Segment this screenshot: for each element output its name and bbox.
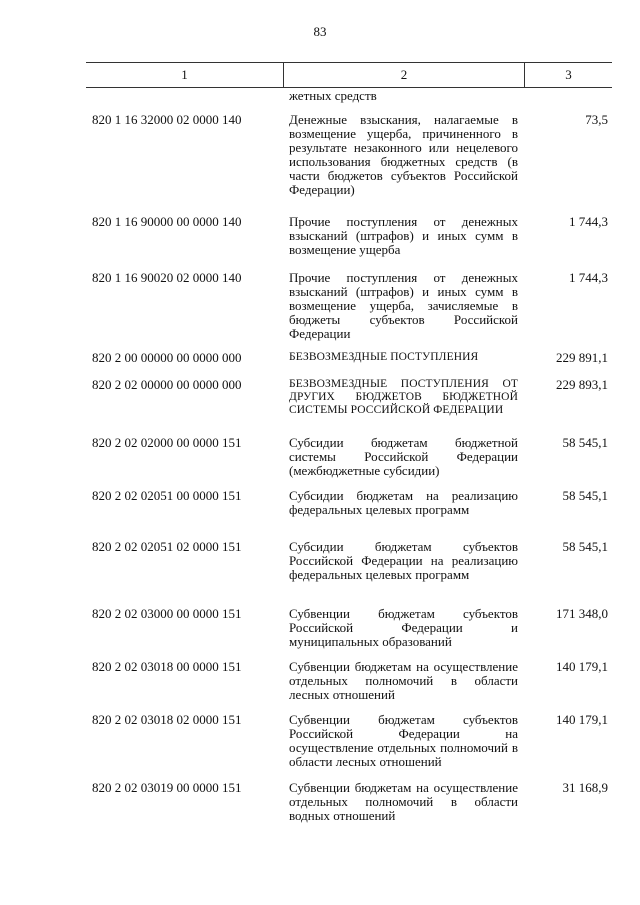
row-code: 820 1 16 32000 02 0000 140 (92, 112, 242, 127)
row-description: Прочие поступления от денежных взысканий (штрафов) и иных сумм в возмещение ущерба (289, 214, 518, 257)
row-description: БЕЗВОЗМЕЗДНЫЕ ПОСТУПЛЕНИЯ ОТ ДРУГИХ БЮДЖЕТОВ БЮДЖЕТНОЙ СИСТЕМЫ РОССИЙСКОЙ ФЕДЕРАЦИИ (289, 378, 518, 416)
row-description: БЕЗВОЗМЕЗДНЫЕ ПОСТУПЛЕНИЯ (289, 351, 479, 363)
row-description: Денежные взыскания, налагаемые в возмещение ущерба, причиненного в результате незаконного или нецелевого использования бюджетных средств (в части бюджетов субъектов Российской Федерации) (289, 112, 518, 197)
row-description: Субсидии бюджетам бюджетной системы Российской Федерации (межбюджетные субсидии) (289, 435, 518, 478)
row-amount: 229 893,1 (556, 377, 608, 392)
row-amount: 58 545,1 (562, 488, 608, 503)
row-amount: 58 545,1 (562, 539, 608, 554)
row-code: 820 2 02 00000 00 0000 000 (92, 377, 242, 392)
row-amount: 229 891,1 (556, 350, 608, 365)
row-amount: 140 179,1 (556, 659, 608, 674)
row-amount: 171 348,0 (556, 606, 608, 621)
table-header (86, 62, 612, 88)
row-code: 820 2 02 03018 00 0000 151 (92, 659, 242, 674)
row-description: Субсидии бюджетам субъектов Российской Федерации на реализацию федеральных целевых программ (289, 539, 518, 582)
continuation-text: жетных средств (289, 88, 377, 103)
row-code: 820 1 16 90020 02 0000 140 (92, 270, 242, 285)
row-description: Субвенции бюджетам на осуществление отдельных полномочий в области лесных отношений (289, 659, 518, 702)
row-code: 820 2 02 03019 00 0000 151 (92, 780, 242, 795)
row-description: Субвенции бюджетам субъектов Российской Федерации и муниципальных образований (289, 606, 518, 649)
row-amount: 1 744,3 (569, 214, 608, 229)
row-description: Субвенции бюджетам субъектов Российской Федерации на осуществление отдельных полномочий в области лесных отношений (289, 712, 518, 769)
row-amount: 73,5 (585, 112, 608, 127)
row-amount: 58 545,1 (562, 435, 608, 450)
row-description: Прочие поступления от денежных взысканий (штрафов) и иных сумм в возмещение ущерба, зачисляемые в бюджеты субъектов Российской Федерации (289, 270, 518, 341)
row-description: Субсидии бюджетам на реализацию федеральных целевых программ (289, 488, 518, 517)
row-code: 820 2 02 02000 00 0000 151 (92, 435, 242, 450)
row-amount: 31 168,9 (562, 780, 608, 795)
row-code: 820 2 02 03000 00 0000 151 (92, 606, 242, 621)
row-code: 820 2 00 00000 00 0000 000 (92, 350, 242, 365)
row-amount: 1 744,3 (569, 270, 608, 285)
header-col-1: 1 (86, 63, 284, 87)
row-code: 820 2 02 02051 02 0000 151 (92, 539, 242, 554)
header-col-3: 3 (565, 67, 572, 82)
row-description: Субвенции бюджетам на осуществление отдельных полномочий в области водных отношений (289, 780, 518, 823)
row-code: 820 2 02 03018 02 0000 151 (92, 712, 242, 727)
row-code: 820 2 02 02051 00 0000 151 (92, 488, 242, 503)
header-col-2: 2 (284, 63, 525, 87)
row-code: 820 1 16 90000 00 0000 140 (92, 214, 242, 229)
row-amount: 140 179,1 (556, 712, 608, 727)
page-number: 83 (313, 24, 327, 39)
